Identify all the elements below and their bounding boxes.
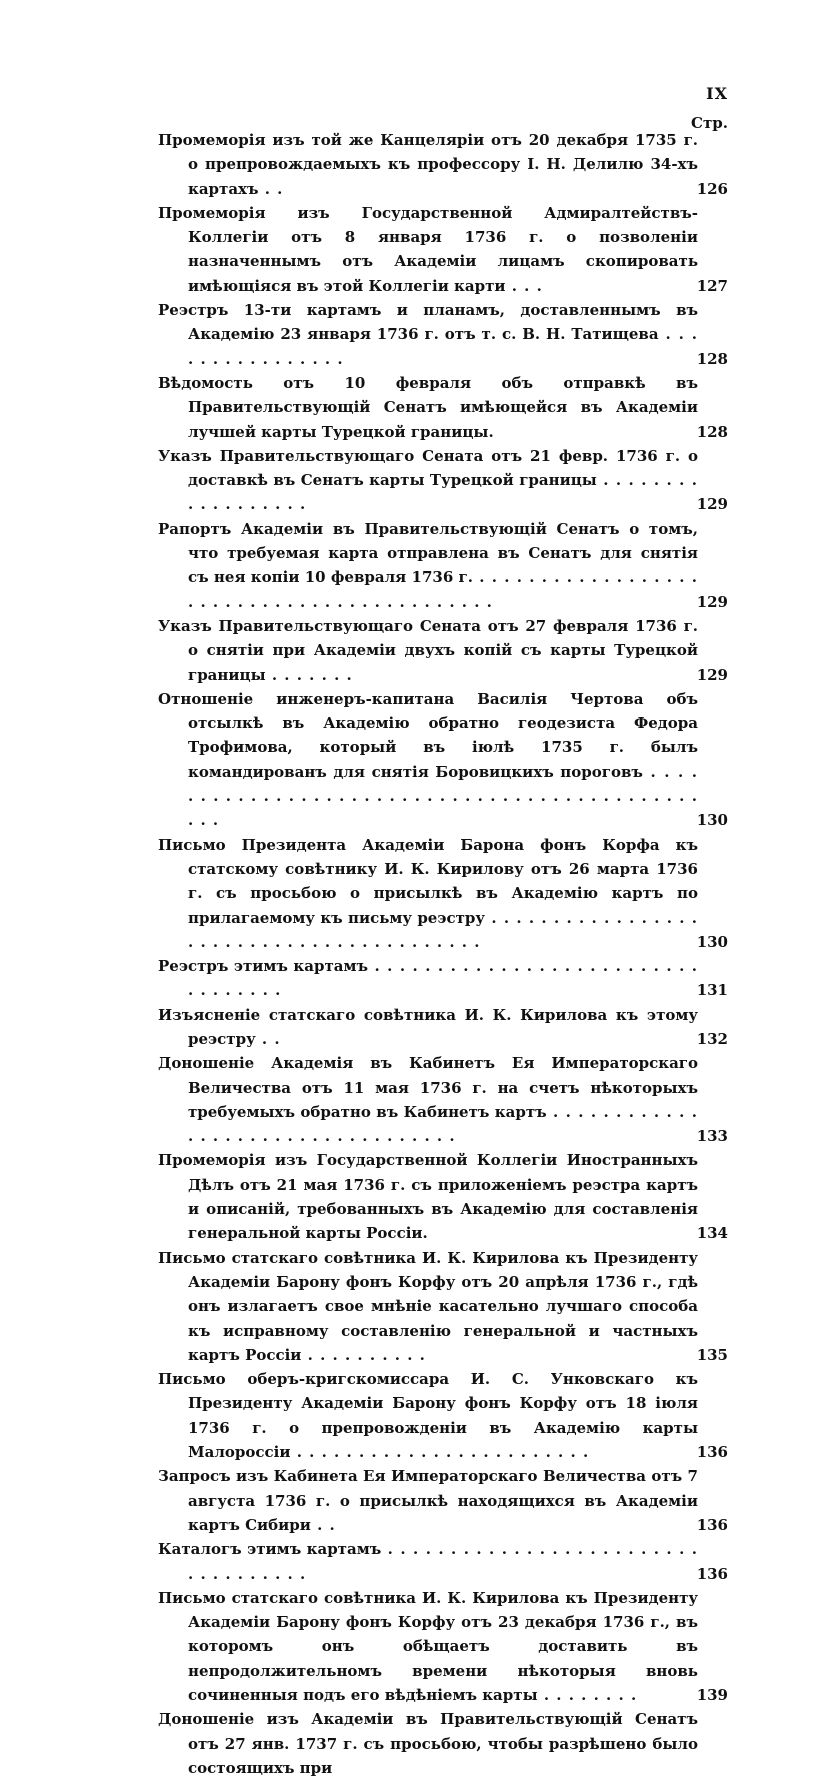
toc-entry-leader: . . . . . . . . . . . . . . . . . . . . . . . . . . . . . . . . . . .	[188, 1540, 698, 1583]
toc-entry-leader: . .	[255, 1029, 281, 1048]
toc-entry	[158, 1367, 728, 1464]
toc-entry	[158, 833, 728, 954]
toc-entry	[158, 298, 728, 371]
toc-entry-page: 135	[696, 1345, 728, 1364]
toc-entry-page: 129	[696, 495, 728, 514]
toc-entry-page: 133	[696, 1127, 728, 1146]
toc-entry-text: Промеморія изъ Государственной Коллегіи Иностранныхъ Дѣлъ отъ 21 мая 1736 г. съ приложеніемъ реэстра картъ и описаній, требованныхъ въ Академію для составленія генеральной карты Россіи	[158, 1151, 698, 1243]
toc-entry	[158, 1586, 728, 1707]
toc-entry	[158, 201, 728, 298]
toc-entry	[158, 444, 728, 517]
toc-entry-leader: . . . . . . . . . . . . . . . . . . . . . . . . . . . . . . . . . . . . . . . . . . .	[188, 568, 698, 611]
toc-entry-page: 136	[696, 1515, 728, 1534]
toc-entry-text: Изъясненіе статскаго совѣтника И. К. Кирилова къ этому реэстру	[158, 1005, 698, 1048]
toc-entry-leader: . . .	[505, 276, 543, 295]
toc-entry-leader: . . . . . . . . . . . . . . . . . .	[188, 471, 698, 514]
toc-entry	[158, 687, 728, 833]
toc-entry	[158, 1537, 728, 1586]
toc-entry-leader: . . . . . . . . . . . . . . . . . . . . . . . . . . . . . . . . . . . . . . . . . . . . . . . .	[188, 762, 699, 830]
toc-entry-text: Отношеніе инженеръ-капитана Василія Чертова объ отсылкѣ въ Академію обратно геодезиста Федора Трофимова, который въ іюлѣ 1735 г. былъ командированъ для снятія Боровицкихъ пороговъ	[158, 689, 698, 781]
toc-entry	[158, 1707, 728, 1780]
toc-entry-text: Реэстръ 13-ти картамъ и планамъ, доставленнымъ въ Академію 23 января 1736 г. отъ т. с. В. Н. Татищева	[158, 301, 698, 344]
toc-entry-text: Каталогъ этимъ картамъ	[158, 1540, 382, 1559]
toc-entry-page: 131	[696, 981, 728, 1000]
toc-entry-leader: .	[488, 422, 495, 441]
toc-entry-text: Реэстръ этимъ картамъ	[158, 957, 368, 976]
toc-entry-leader: . . . . . . . . . . . . . . . . . . . . . . . . . . . . . . . . . .	[188, 957, 698, 1000]
toc-entry-text: Указъ Правительствующаго Сената отъ 27 февраля 1736 г. о снятіи при Академіи двухъ копій съ карты Турецкой границы	[158, 616, 698, 684]
toc-entry-text: Письмо статскаго совѣтника И. К. Кирилова къ Президенту Академіи Барону фонъ Корфу отъ 20 апрѣля 1736 г., гдѣ онъ излагаетъ свое мнѣніе касательно лучшаго способа къ исправному составленію генеральной и частныхъ картъ Россіи	[158, 1248, 698, 1364]
toc-entry-page: 127	[696, 276, 728, 295]
toc-entry-leader: . . . . . . . . . . . . . . . . . . . . . . . . . . . . . . . . . .	[188, 1102, 698, 1146]
toc-entry-page: 130	[696, 811, 728, 830]
toc-entry-leader: . .	[258, 179, 284, 198]
toc-entry	[158, 1148, 728, 1245]
toc-entry-leader: . .	[310, 1515, 336, 1534]
toc-entry	[158, 954, 728, 1003]
toc-entry-text: Письмо оберъ-кригскомиссара И. С. Унковскаго къ Президенту Академіи Барону фонъ Корфу отъ 18 іюля 1736 г. о препровожденіи въ Академію карты Малороссіи	[158, 1370, 698, 1462]
toc-entry-text: Указъ Правительствующаго Сената отъ 21 февр. 1736 г. о доставкѣ въ Сенатъ карты Турецкой границы	[158, 446, 698, 490]
toc-entry	[158, 517, 728, 614]
toc-entry-leader: . . . . . . . . . . . . . . . . . . . . . . . . . . . . . . . . . . . . . . . . .	[188, 908, 699, 951]
toc-entry	[158, 1051, 728, 1148]
page-folio: IX	[706, 84, 728, 103]
toc-entry-page: 132	[696, 1029, 728, 1048]
toc-entry-leader: .	[422, 1224, 429, 1243]
toc-entry-page: 128	[696, 422, 728, 441]
toc-entry-page: 129	[696, 592, 728, 611]
toc-entry-text: Промеморія изъ той же Канцеляріи отъ 20 декабря 1735 г. о препровождаемыхъ къ профессору І. Н. Делилю 34-хъ картахъ	[158, 131, 698, 198]
toc-entry	[158, 614, 728, 687]
toc-entry-leader: . . . . . . . .	[537, 1686, 638, 1704]
toc-entry-leader: . . . . . . . . . . . . . . . . . . . . . . . .	[290, 1443, 590, 1462]
toc-entry	[158, 371, 728, 444]
toc-entry	[158, 1464, 728, 1537]
toc-entry-page: 128	[696, 349, 728, 368]
toc-entry-text: Письмо статскаго совѣтника И. К. Кирилова къ Президенту Академіи Барону фонъ Корфу отъ 23 декабря 1736 г., въ которомъ онъ обѣщаетъ доставить въ непродолжительномъ времени нѣкоторыя вновь сочиненныя подъ его вѣдѣніемъ карты	[158, 1588, 698, 1704]
toc-entry-page: 130	[696, 932, 728, 951]
toc-entry	[158, 1003, 728, 1052]
toc-entry-leader: . . . . . . . . . .	[301, 1345, 426, 1364]
toc-entry-leader: . . . . . . . . . . . . . . . .	[188, 325, 698, 368]
toc-entry-text: Рапортъ Академіи въ Правительствующій Сенатъ о томъ, что требуемая карта отправлена въ Сенатъ для снятія съ нея копіи 10 февраля 1736 г.	[158, 519, 698, 587]
toc-entry-text: Доношеніе Академія въ Кабинетъ Ея Императорскаго Величества отъ 11 мая 1736 г. на счетъ нѣкоторыхъ требуемыхъ обратно въ Кабинетъ картъ	[158, 1054, 698, 1121]
toc-entry-text: Доношеніе изъ Академіи въ Правительствующій Сенатъ отъ 27 янв. 1737 г. съ просьбою, чтобы разрѣшено было состоящихъ при	[158, 1710, 698, 1777]
table-of-contents	[158, 128, 728, 1780]
page-column-label: Стр.	[691, 114, 728, 132]
toc-entry-text: Запросъ изъ Кабинета Ея Императорскаго Величества отъ 7 августа 1736 г. о присылкѣ находящихся въ Академіи картъ Сибири	[158, 1467, 698, 1534]
toc-entry-page: 126	[696, 179, 728, 198]
toc-entry-text: Вѣдомость отъ 10 февраля объ отправкѣ въ Правительствующій Сенатъ имѣющейся въ Академіи лучшей карты Турецкой границы	[158, 373, 698, 441]
toc-entry-leader: . . . . . . .	[265, 665, 353, 684]
toc-entry-page: 136	[696, 1564, 728, 1583]
toc-entry	[158, 1246, 728, 1367]
toc-entry	[158, 128, 728, 201]
toc-entry-page: 129	[696, 665, 728, 684]
toc-entry-page: 136	[696, 1443, 728, 1462]
toc-entry-text: Письмо Президента Академіи Барона фонъ Корфа къ статскому совѣтнику И. К. Кирилову отъ 26 марта 1736 г. съ просьбою о присылкѣ въ Академію картъ по прилагаемому къ письму реэстру	[158, 835, 698, 927]
toc-entry-page: 139	[696, 1686, 728, 1704]
toc-entry-page: 134	[696, 1224, 728, 1243]
toc-entry-text: Промеморія изъ Государственной Адмиралтействъ-Коллегіи отъ 8 января 1736 г. о позволеніи назначеннымъ отъ Академіи лицамъ скопировать имѣющіяся въ этой Коллегіи карти	[158, 203, 698, 295]
